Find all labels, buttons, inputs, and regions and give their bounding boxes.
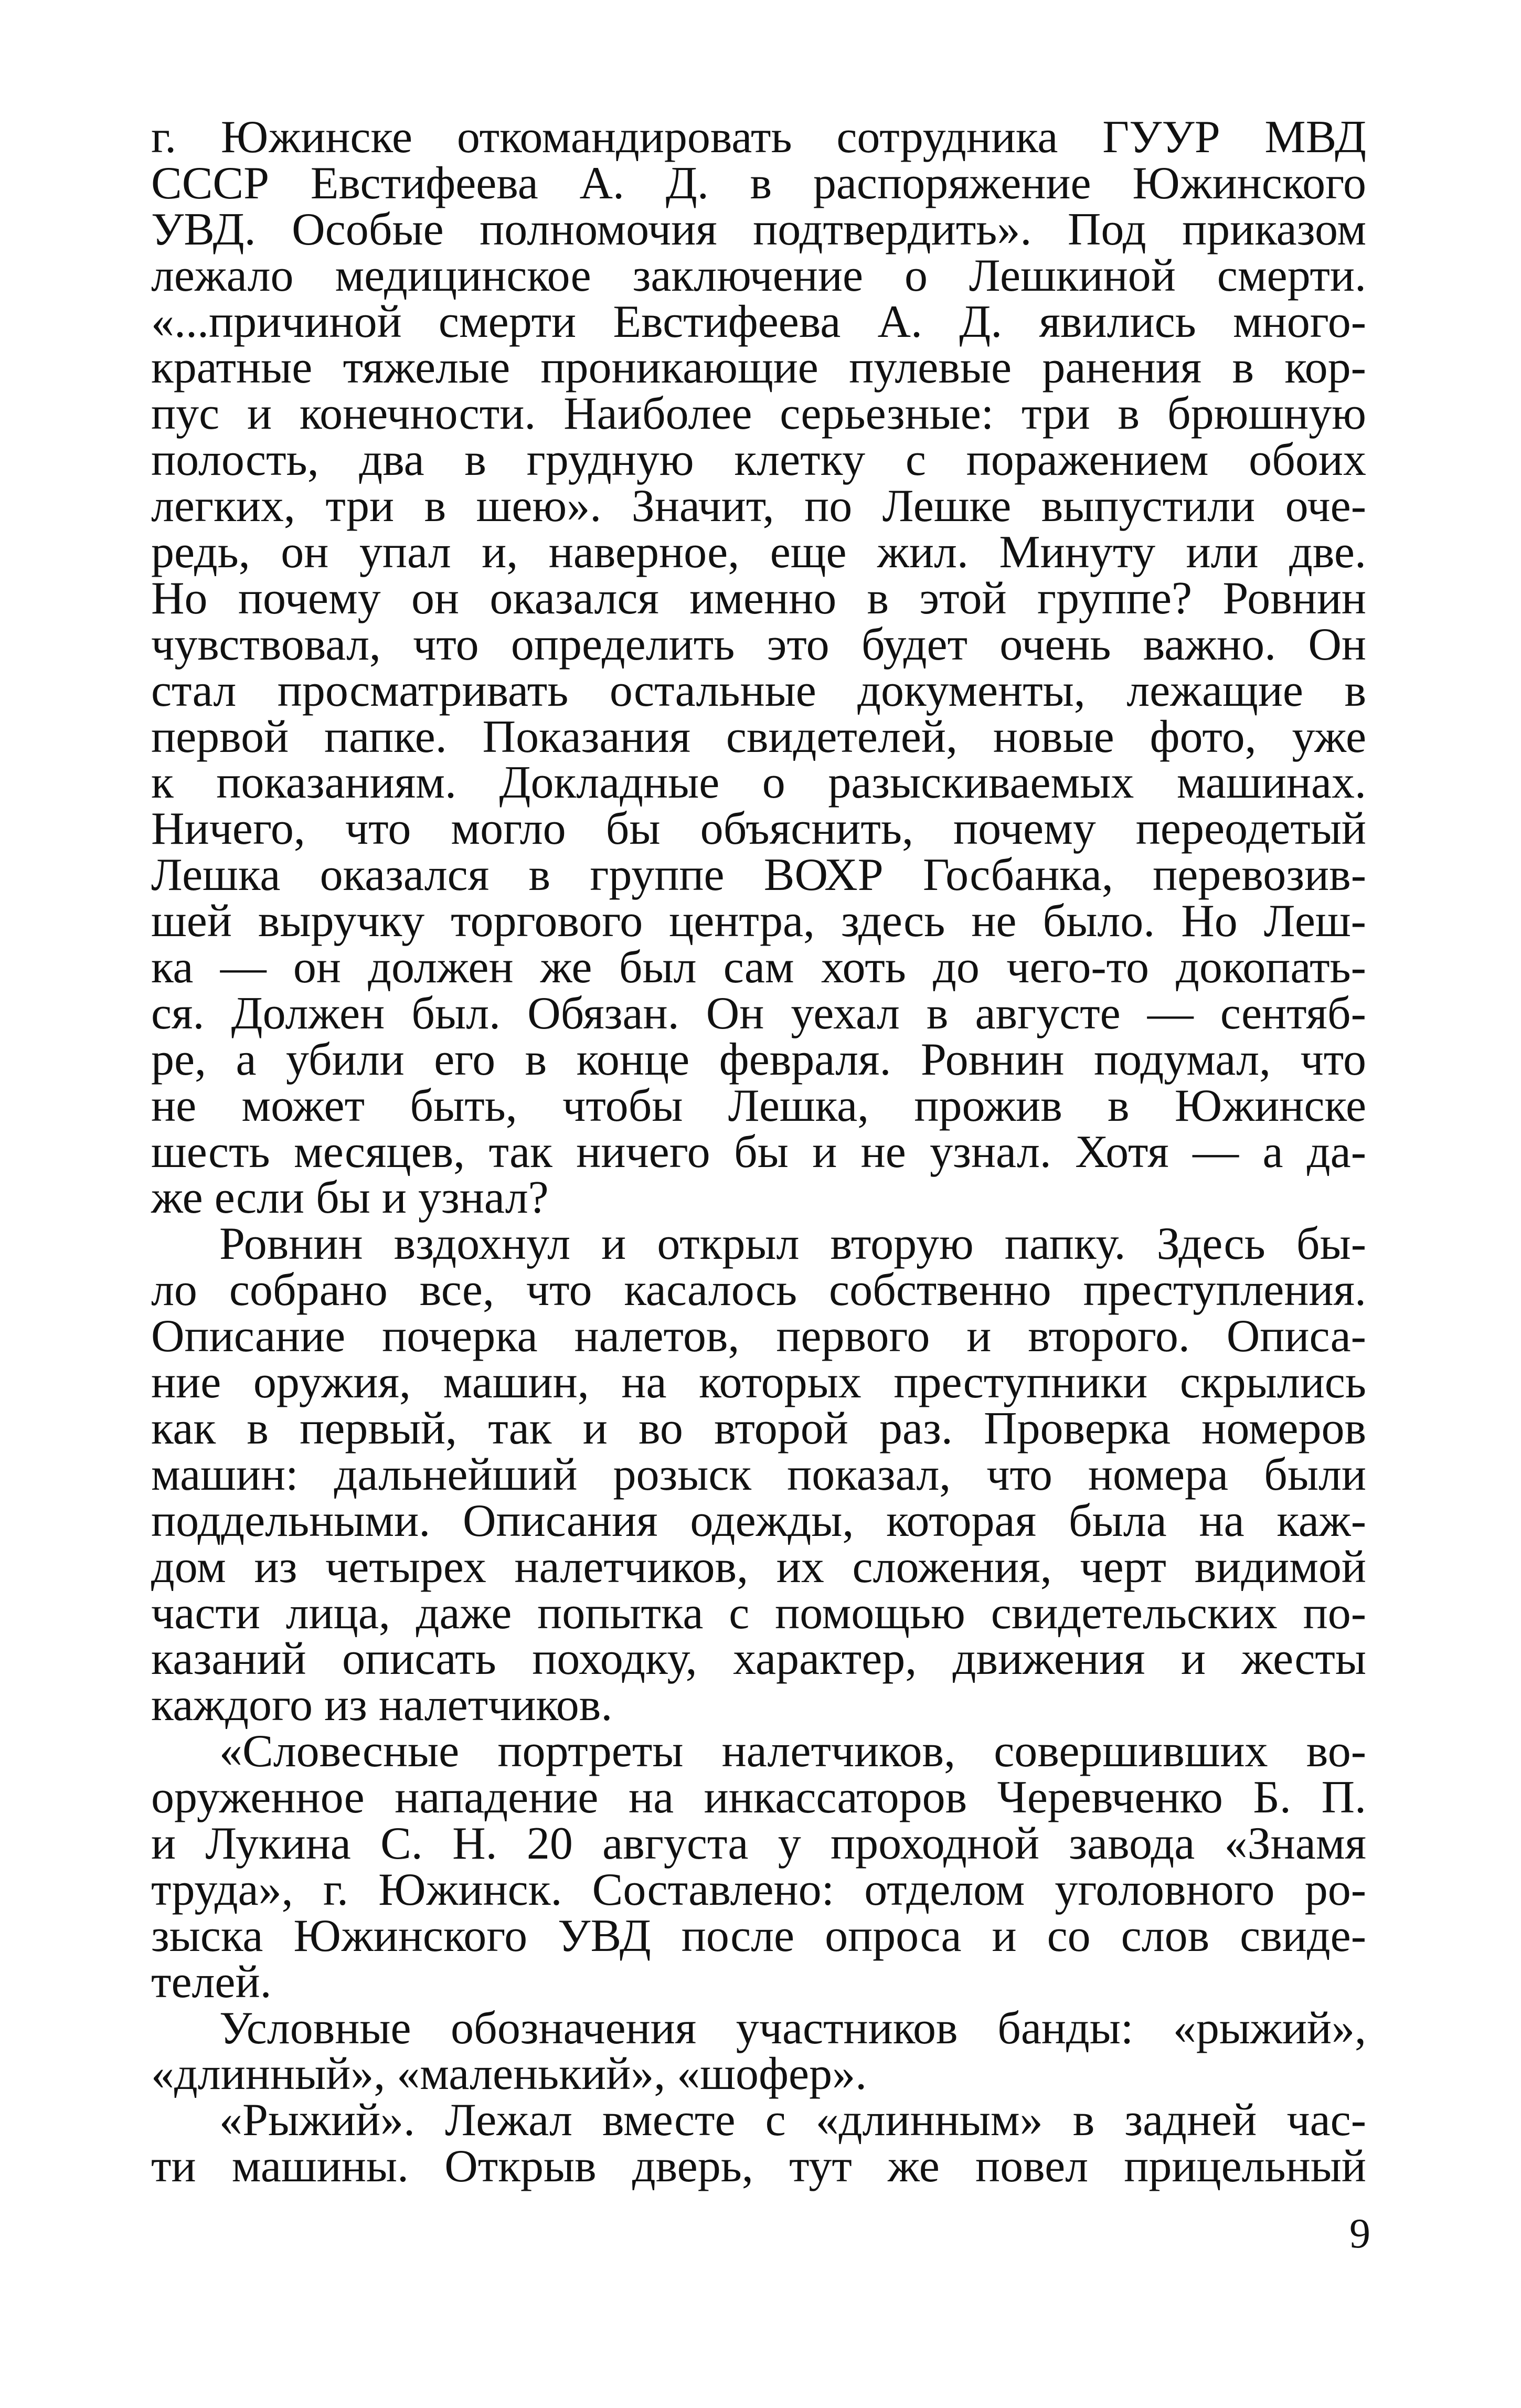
- text-line: ло собрано все, что касалось собственно преступления.: [151, 1265, 1366, 1316]
- text-line: полость, два в грудную клетку с поражением обоих: [151, 434, 1366, 486]
- text-line: «...причиной смерти Евстифеева А. Д. явились много-: [151, 296, 1366, 347]
- text-line: легких, три в шею». Значит, по Лешке выпустили оче-: [151, 481, 1366, 532]
- text-line: телей.: [151, 1956, 272, 2008]
- text-line: шей выручку торгового центра, здесь не было. Но Леш-: [151, 896, 1366, 947]
- text-line: шесть месяцев, так ничего бы и не узнал. Хотя — а да-: [151, 1126, 1366, 1178]
- text-line: не может быть, чтобы Лешка, прожив в Южинске: [151, 1080, 1366, 1131]
- text-line: чувствовал, что определить это будет очень важно. Он: [151, 619, 1366, 670]
- text-line: к показаниям. Докладные о разыскиваемых машинах.: [151, 757, 1366, 809]
- text-line: и Лукина С. Н. 20 августа у проходной завода «Знамя: [151, 1818, 1366, 1869]
- text-line: казаний описать походку, характер, движения и жесты: [151, 1633, 1366, 1685]
- text-line: «Рыжий». Лежал вместе с «длинным» в задней час-: [219, 2095, 1366, 2146]
- text-line: оруженное нападение на инкассаторов Черевченко Б. П.: [151, 1772, 1366, 1823]
- text-line: Описание почерка налетов, первого и второго. Описа-: [151, 1311, 1366, 1362]
- text-line: Условные обозначения участников банды: «рыжий»,: [219, 2002, 1366, 2054]
- text-line: ти машины. Открыв дверь, тут же повел прицельный: [151, 2141, 1366, 2192]
- text-line: дом из четырех налетчиков, их сложения, черт видимой: [151, 1541, 1366, 1593]
- text-line: как в первый, так и во второй раз. Проверка номеров: [151, 1403, 1366, 1454]
- text-line: Ровнин вздохнул и открыл вторую папку. Здесь бы-: [219, 1218, 1366, 1270]
- text-line: г. Южинске откомандировать сотрудника ГУУР МВД: [151, 112, 1366, 163]
- text-line: Ничего, что могло бы объяснить, почему переодетый: [151, 803, 1366, 855]
- text-line: редь, он упал и, наверное, еще жил. Минуту или две.: [151, 527, 1366, 578]
- text-line: машин: дальнейший розыск показал, что номера были: [151, 1449, 1366, 1500]
- text-line: кратные тяжелые проникающие пулевые ранения в кор-: [151, 342, 1366, 394]
- body-text: [151, 114, 1366, 2190]
- text-line: «длинный», «маленький», «шофер».: [151, 2049, 867, 2100]
- text-line: зыска Южинского УВД после опроса и со слов свиде-: [151, 1910, 1366, 1961]
- text-line: части лица, даже попытка с помощью свидетельских по-: [151, 1587, 1366, 1639]
- text-line: Но почему он оказался именно в этой группе? Ровнин: [151, 572, 1366, 624]
- text-line: СССР Евстифеева А. Д. в распоряжение Южинского: [151, 157, 1366, 209]
- text-line: труда», г. Южинск. Составлено: отделом уголовного ро-: [151, 1864, 1366, 1915]
- text-line: ся. Должен был. Обязан. Он уехал в августе — сентяб-: [151, 988, 1366, 1039]
- text-line: Лешка оказался в группе ВОХР Госбанка, перевозив-: [151, 850, 1366, 901]
- text-line: ние оружия, машин, на которых преступники скрылись: [151, 1357, 1366, 1408]
- text-line: поддельными. Описания одежды, которая была на каж-: [151, 1495, 1366, 1546]
- text-line: пус и конечности. Наиболее серьезные: три в брюшную: [151, 388, 1366, 440]
- text-line: первой папке. Показания свидетелей, новые фото, уже: [151, 711, 1366, 762]
- text-line: каждого из налетчиков.: [151, 1680, 613, 1731]
- text-line: УВД. Особые полномочия подтвердить». Под приказом: [151, 204, 1366, 255]
- page-number: 9: [1349, 2211, 1370, 2257]
- text-line: стал просматривать остальные документы, лежащие в: [151, 665, 1366, 716]
- text-line: же если бы и узнал?: [151, 1172, 549, 1224]
- text-line: лежало медицинское заключение о Лешкиной смерти.: [151, 250, 1366, 301]
- text-line: ре, а убили его в конце февраля. Ровнин подумал, что: [151, 1034, 1366, 1085]
- text-line: «Словесные портреты налетчиков, совершивших во-: [219, 1726, 1366, 1777]
- text-line: ка — он должен же был сам хоть до чего-то докопать-: [151, 942, 1366, 993]
